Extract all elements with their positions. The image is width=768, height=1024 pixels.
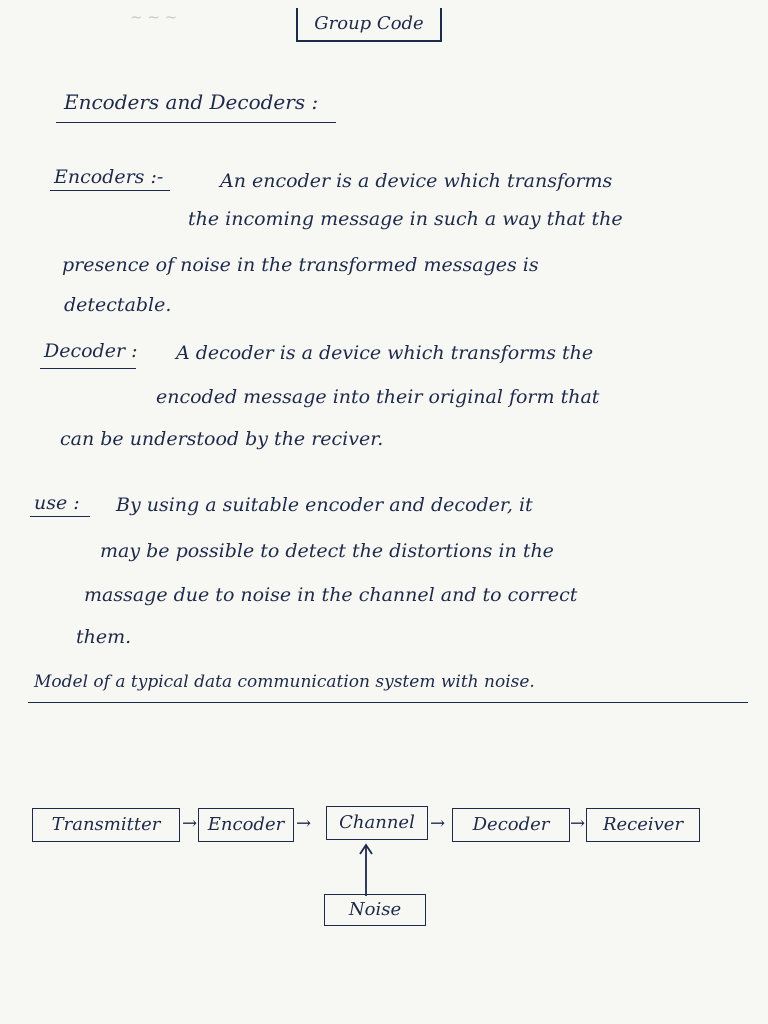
bleed-through-text: ~ ~ ~ [130,8,178,26]
use-line-3: massage due to noise in the channel and to correct [84,584,578,606]
encoder-line-2: the incoming message in such a way that the [188,208,623,230]
arrow-right-icon: → [296,813,312,834]
encoder-line-3: presence of noise in the transformed messages is [62,254,539,276]
encoder-line-4: detectable. [64,294,172,316]
arrow-right-icon: → [570,813,586,834]
model-heading-underline [28,702,748,703]
encoder-label-underline [50,190,170,191]
encoder-line-1: An encoder is a device which transforms [220,170,613,192]
decoder-block: Decoder [452,808,570,842]
decoder-label: Decoder : [44,340,138,362]
channel-block: Channel [326,806,428,840]
model-heading: Model of a typical data communication system with noise. [34,672,535,692]
decoder-line-2: encoded message into their original form that [156,386,600,408]
decoder-line-3: can be understood by the reciver. [60,428,384,450]
encoder-block: Encoder [198,808,294,842]
arrow-up-icon [356,842,376,898]
heading-underline [56,122,336,123]
use-label: use : [34,492,80,514]
section-heading: Encoders and Decoders : [64,90,319,114]
use-line-1: By using a suitable encoder and decoder, it [116,494,533,516]
transmitter-block: Transmitter [32,808,180,842]
receiver-block: Receiver [586,808,700,842]
page-title: Group Code [296,8,442,42]
use-line-2: may be possible to detect the distortions in the [100,540,554,562]
use-label-underline [30,516,90,517]
noise-block: Noise [324,894,426,926]
encoder-label: Encoders :- [54,166,164,188]
arrow-right-icon: → [182,813,198,834]
decoder-line-1: A decoder is a device which transforms the [176,342,594,364]
use-line-4: them. [76,626,132,648]
decoder-label-underline [40,368,136,369]
arrow-right-icon: → [430,813,446,834]
